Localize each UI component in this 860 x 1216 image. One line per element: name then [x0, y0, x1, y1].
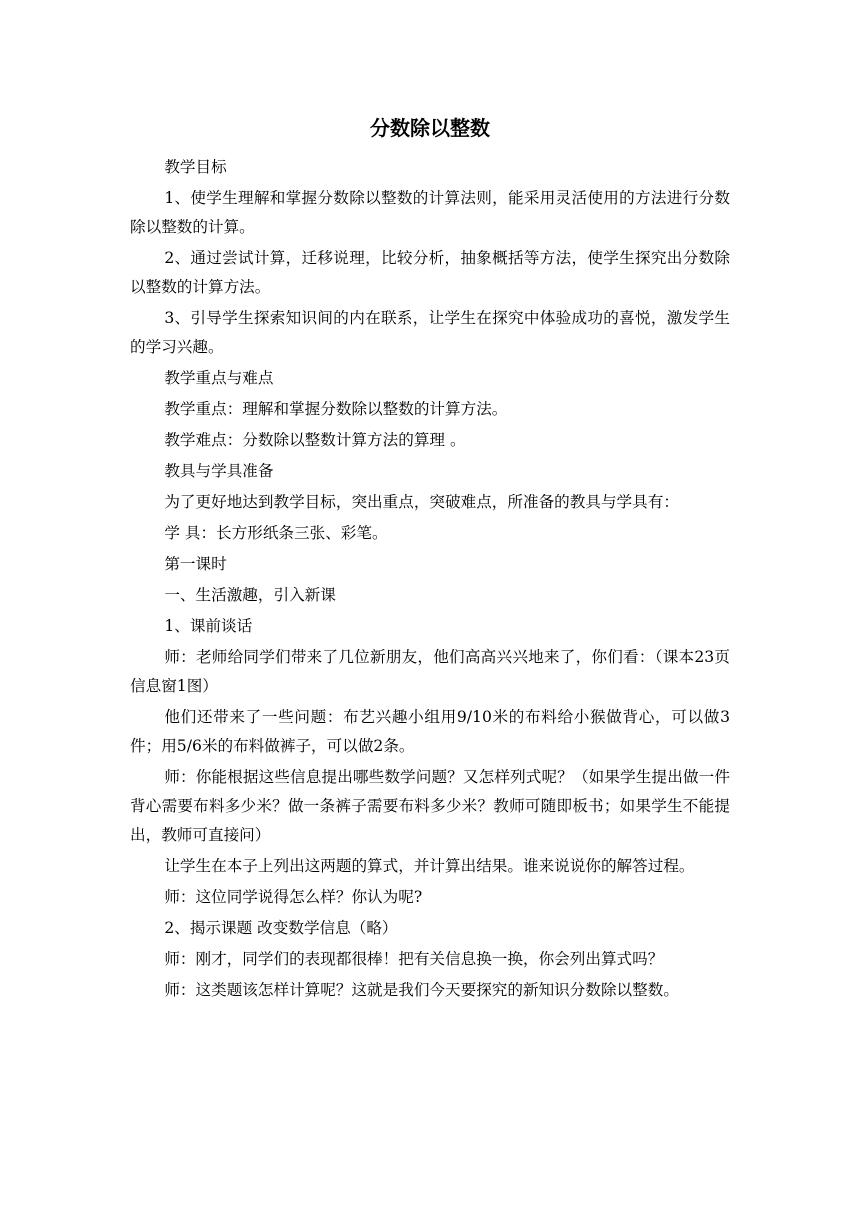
paragraph-objective-1: 1、使学生理解和掌握分数除以整数的计算法则，能采用灵活使用的方法进行分数除以整数的计算。 [130, 189, 730, 236]
paragraph-heading-materials: 教具与学具准备 [164, 462, 274, 480]
paragraph-student-task: 让学生在本子上列出这两题的算式，并计算出结果。谁来说说你的解答过程。 [164, 857, 695, 875]
paragraph-difficulty: 教学难点：分数除以整数计算方法的算理 。 [164, 431, 466, 449]
paragraph-section-1: 一、生活激趣，引入新课 [164, 586, 336, 604]
paragraph-student-materials: 学 具：长方形纸条三张、彩笔。 [164, 524, 388, 542]
paragraph-subsection-2: 2、揭示课题 改变数学信息（略） [164, 919, 398, 937]
paragraph-subsection-1: 1、课前谈话 [164, 617, 253, 635]
paragraph-lesson-heading: 第一课时 [164, 555, 227, 573]
paragraph-teacher-followup: 师：这位同学说得怎么样？你认为呢? [164, 888, 423, 906]
paragraph-heading-key-points: 教学重点与难点 [164, 369, 274, 387]
paragraph-teacher-question: 师：你能根据这些信息提出哪些数学问题？又怎样列式呢？（如果学生提出做一件背心需要布料多少米？做一条裤子需要布料多少米？教师可随即板书；如果学生不能提出，教师可直接问） [130, 768, 730, 844]
paragraph-teacher-praise: 师：刚才，同学们的表现都很棒！把有关信息换一换，你会列出算式吗？ [164, 950, 664, 968]
paragraph-objective-3: 3、引导学生探索知识间的内在联系，让学生在探究中体验成功的喜悦，激发学生的学习兴趣。 [130, 309, 730, 356]
paragraph-key-point: 教学重点：理解和掌握分数除以整数的计算方法。 [164, 400, 508, 418]
document-title: 分数除以整数 [370, 116, 490, 140]
paragraph-heading-objectives: 教学目标 [164, 158, 227, 176]
paragraph-problem-info: 他们还带来了一些问题：布艺兴趣小组用9/10米的布料给小猴做背心，可以做3件；用5/6米的布料做裤子，可以做2条。 [130, 708, 730, 755]
document-body [130, 153, 730, 1007]
paragraph-teacher-intro: 师：老师给同学们带来了几位新朋友，他们高高兴兴地来了，你们看：（课本23页信息窗1图） [130, 648, 730, 695]
paragraph-materials-intro: 为了更好地达到教学目标，突出重点，突破难点，所准备的教具与学具有： [164, 493, 679, 511]
paragraph-teacher-topic: 师：这类题该怎样计算呢？这就是我们今天要探究的新知识分数除以整数。 [164, 981, 679, 999]
paragraph-objective-2: 2、通过尝试计算，迁移说理，比较分析，抽象概括等方法，使学生探究出分数除以整数的计算方法。 [130, 249, 730, 296]
